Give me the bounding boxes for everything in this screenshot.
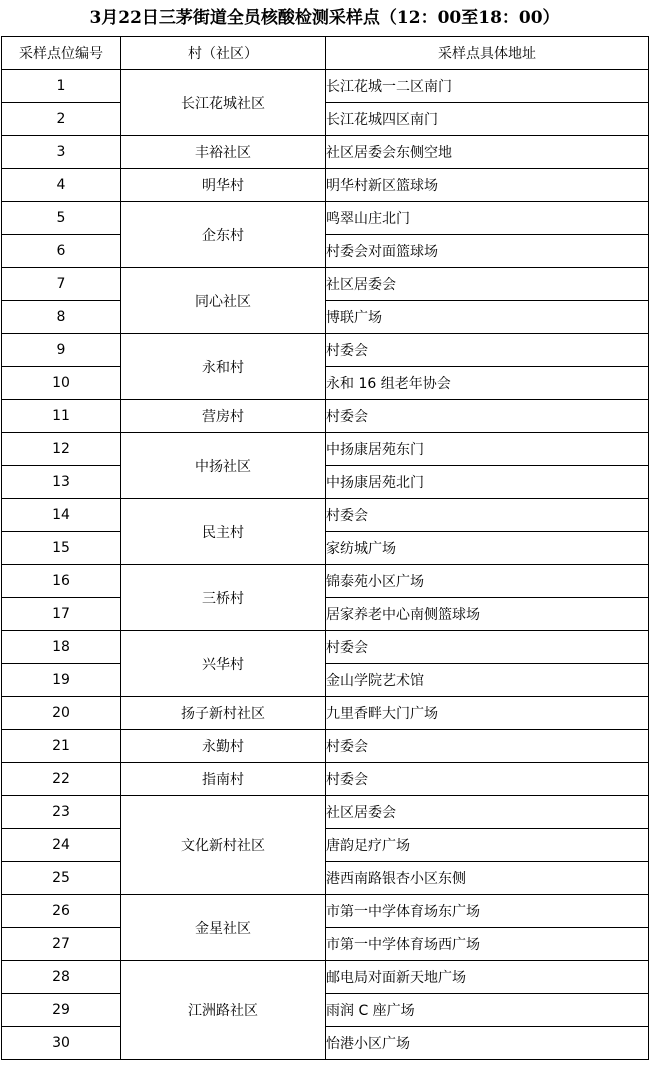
table-row [2,136,649,169]
site-address-cell: 居家养老中心南侧篮球场 [326,598,649,631]
table-row [2,334,649,367]
table-row [2,400,649,433]
site-number-cell: 24 [2,829,121,862]
table-row [2,730,649,763]
site-address-cell: 金山学院艺术馆 [326,664,649,697]
community-cell: 江洲路社区 [121,961,326,1060]
site-address-cell: 永和 16 组老年协会 [326,367,649,400]
community-cell: 永勤村 [121,730,326,763]
site-number-cell: 9 [2,334,121,367]
site-address-cell: 明华村新区篮球场 [326,169,649,202]
site-number-cell: 2 [2,103,121,136]
community-cell: 企东村 [121,202,326,268]
header-community: 村（社区） [121,37,326,70]
table-row [2,928,649,961]
site-number-cell: 15 [2,532,121,565]
table-row [2,433,649,466]
site-address-cell: 村委会 [326,499,649,532]
community-cell: 长江花城社区 [121,70,326,136]
site-number-cell: 12 [2,433,121,466]
table-row [2,268,649,301]
site-number-cell: 16 [2,565,121,598]
site-number-cell: 18 [2,631,121,664]
community-cell: 中扬社区 [121,433,326,499]
table-row [2,895,649,928]
site-number-cell: 20 [2,697,121,730]
table-row [2,664,649,697]
table-row [2,697,649,730]
community-cell: 兴华村 [121,631,326,697]
site-address-cell: 唐韵足疗广场 [326,829,649,862]
site-number-cell: 13 [2,466,121,499]
site-address-cell: 村委会对面篮球场 [326,235,649,268]
site-address-cell: 港西南路银杏小区东侧 [326,862,649,895]
site-number-cell: 7 [2,268,121,301]
site-address-cell: 雨润 C 座广场 [326,994,649,1027]
table-row [2,1027,649,1060]
site-number-cell: 5 [2,202,121,235]
table-row [2,631,649,664]
community-cell: 永和村 [121,334,326,400]
table-body [2,70,649,1060]
header-site-address: 采样点具体地址 [326,37,649,70]
site-address-cell: 村委会 [326,730,649,763]
site-address-cell: 锦泰苑小区广场 [326,565,649,598]
table-row [2,169,649,202]
site-address-cell: 怡港小区广场 [326,1027,649,1060]
site-number-cell: 4 [2,169,121,202]
table-row [2,994,649,1027]
site-number-cell: 21 [2,730,121,763]
community-cell: 明华村 [121,169,326,202]
table-row [2,829,649,862]
header-site-number: 采样点位编号 [2,37,121,70]
site-address-cell: 长江花城一二区南门 [326,70,649,103]
site-address-cell: 九里香畔大门广场 [326,697,649,730]
site-address-cell: 村委会 [326,400,649,433]
site-address-cell: 市第一中学体育场西广场 [326,928,649,961]
table-row [2,862,649,895]
site-number-cell: 26 [2,895,121,928]
sampling-sites-table [1,36,649,1060]
header-row [2,37,649,70]
site-address-cell: 市第一中学体育场东广场 [326,895,649,928]
community-cell: 三桥村 [121,565,326,631]
site-address-cell: 鸣翠山庄北门 [326,202,649,235]
site-address-cell: 家纺城广场 [326,532,649,565]
table-row [2,301,649,334]
site-number-cell: 17 [2,598,121,631]
table-row [2,466,649,499]
site-number-cell: 10 [2,367,121,400]
site-address-cell: 社区居委会 [326,268,649,301]
site-number-cell: 19 [2,664,121,697]
table-row [2,70,649,103]
site-number-cell: 11 [2,400,121,433]
table-row [2,598,649,631]
community-cell: 文化新村社区 [121,796,326,895]
community-cell: 营房村 [121,400,326,433]
table-row [2,367,649,400]
site-address-cell: 中扬康居苑东门 [326,433,649,466]
table-row [2,796,649,829]
table-header [2,37,649,70]
site-number-cell: 22 [2,763,121,796]
site-number-cell: 1 [2,70,121,103]
site-address-cell: 邮电局对面新天地广场 [326,961,649,994]
site-address-cell: 村委会 [326,763,649,796]
site-address-cell: 博联广场 [326,301,649,334]
site-number-cell: 30 [2,1027,121,1060]
page-title: 3月22日三茅街道全员核酸检测采样点（12：00至18：00） [89,8,560,28]
site-number-cell: 28 [2,961,121,994]
table-row [2,763,649,796]
table-row [2,532,649,565]
community-cell: 金星社区 [121,895,326,961]
site-number-cell: 14 [2,499,121,532]
site-number-cell: 23 [2,796,121,829]
site-number-cell: 6 [2,235,121,268]
site-number-cell: 3 [2,136,121,169]
site-address-cell: 社区居委会 [326,796,649,829]
table-row [2,103,649,136]
site-number-cell: 25 [2,862,121,895]
table-row [2,565,649,598]
community-cell: 扬子新村社区 [121,697,326,730]
site-address-cell: 村委会 [326,631,649,664]
site-number-cell: 8 [2,301,121,334]
site-number-cell: 29 [2,994,121,1027]
site-address-cell: 村委会 [326,334,649,367]
site-number-cell: 27 [2,928,121,961]
table-row [2,961,649,994]
table-row [2,202,649,235]
community-cell: 指南村 [121,763,326,796]
community-cell: 同心社区 [121,268,326,334]
table-row [2,235,649,268]
site-address-cell: 长江花城四区南门 [326,103,649,136]
site-address-cell: 社区居委会东侧空地 [326,136,649,169]
community-cell: 民主村 [121,499,326,565]
site-address-cell: 中扬康居苑北门 [326,466,649,499]
community-cell: 丰裕社区 [121,136,326,169]
table-row [2,499,649,532]
